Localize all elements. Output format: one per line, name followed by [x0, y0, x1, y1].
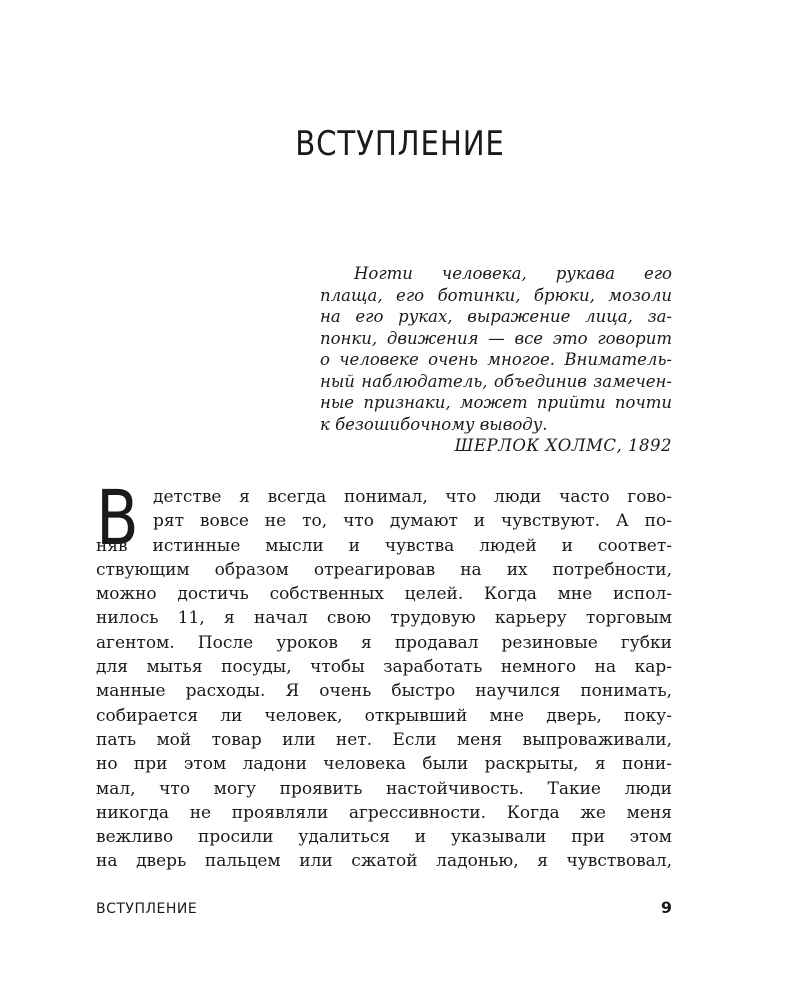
- page-number: 9: [660, 898, 672, 917]
- running-footer-section: ВСТУПЛЕНИЕ: [96, 901, 198, 917]
- body-paragraph: [96, 485, 672, 874]
- body-line: можно достичь собственных целей. Когда мне испол-: [96, 584, 672, 605]
- body-line: но при этом ладони человека были раскрыты, я пони-: [96, 754, 672, 775]
- epigraph-line: плаща, его ботинки, брюки, мозоли: [320, 285, 672, 305]
- body-line: няв истинные мысли и чувства людей и соответ-: [96, 535, 672, 556]
- body-line: манные расходы. Я очень быстро научился понимать,: [96, 681, 672, 702]
- body-line: пать мой товар или нет. Если меня выпроваживали,: [96, 729, 672, 750]
- body-line: никогда не проявляли агрессивности. Когда же меня: [96, 802, 672, 823]
- drop-cap: В: [96, 473, 139, 562]
- body-line: рят вовсе не то, что думают и чувствуют. А по-: [153, 511, 672, 532]
- page-title: ВСТУПЛЕНИЕ: [295, 124, 505, 164]
- body-line: детстве я всегда понимал, что люди часто гово-: [153, 487, 672, 507]
- epigraph-line: к безошибочному выводу.: [320, 414, 548, 434]
- body-line: для мытья посуды, чтобы заработать немного на кар-: [96, 657, 672, 678]
- epigraph-line: на его руках, выражение лица, за-: [320, 307, 672, 326]
- epigraph-line: понки, движения — все это говорит: [320, 328, 672, 348]
- body-line: на дверь пальцем или сжатой ладонью, я чувствовал,: [96, 851, 672, 872]
- body-line: агентом. После уроков я продавал резиновые губки: [96, 632, 672, 653]
- epigraph-line: ный наблюдатель, объединив замечен-: [320, 371, 672, 391]
- epigraph-line: Ногти человека, рукава его: [354, 264, 672, 283]
- body-line: вежливо просили удалиться и указывали при этом: [96, 827, 672, 848]
- epigraph: [320, 263, 672, 457]
- epigraph-line: о человеке очень многое. Вниматель-: [320, 350, 672, 369]
- epigraph-attribution: ШЕРЛОК ХОЛМС, 1892: [454, 436, 672, 455]
- body-line: собирается ли человек, открывший мне дверь, поку-: [96, 705, 672, 726]
- epigraph-line: ные признаки, может прийти почти: [320, 393, 672, 412]
- body-line: мал, что могу проявить настойчивость. Такие люди: [96, 778, 672, 799]
- body-line: нилось 11, я начал свою трудовую карьеру торговым: [96, 608, 672, 629]
- body-line: ствующим образом отреагировав на их потребности,: [96, 559, 672, 580]
